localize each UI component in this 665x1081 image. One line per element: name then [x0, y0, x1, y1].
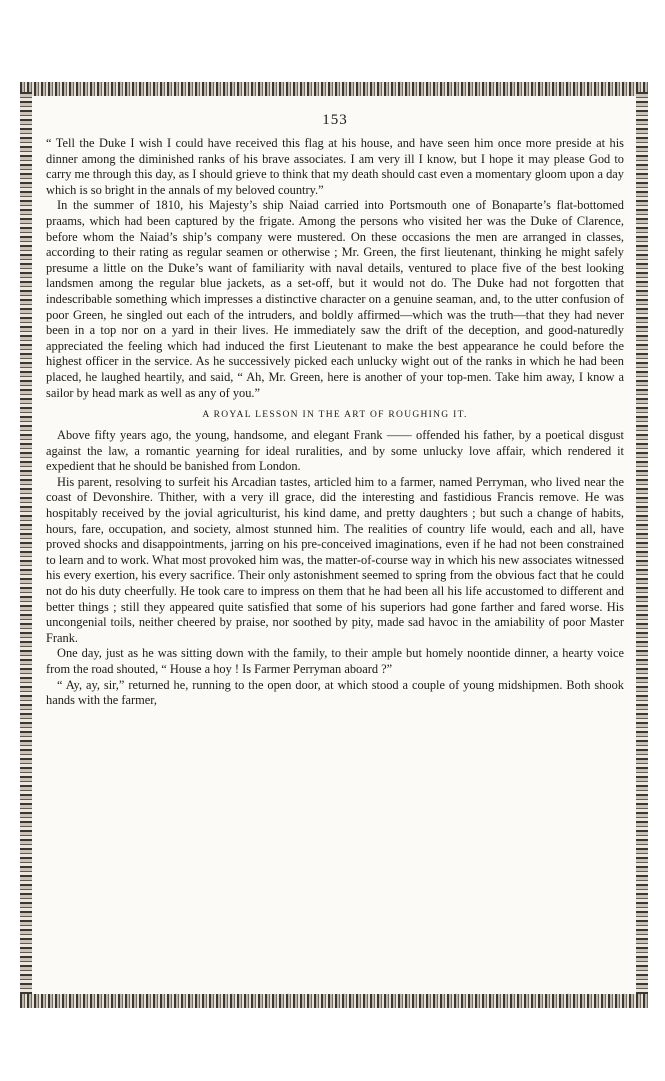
body-text-top	[46, 136, 624, 401]
ornamental-border-top	[20, 82, 648, 96]
ornamental-border-bottom	[20, 994, 648, 1008]
paragraph: “ Tell the Duke I wish I could have received this flag at his house, and have seen him once more preside at his dinner among the diminished ranks of his brave associates. I am very ill I know, but I hope it may please God to carry me through this day, as I should grieve to think that my death should cast even a momentary gloom upon a day which is so bright in the annals of my beloved country.”	[46, 136, 624, 197]
ornamental-border-right	[636, 92, 648, 998]
body-text-bottom	[46, 428, 624, 709]
ornamental-border-left	[20, 92, 32, 998]
paragraph: One day, just as he was sitting down with the family, to their ample but homely noontide dinner, a hearty voice from the road shouted, “ House a hoy ! Is Farmer Perryman aboard ?”	[46, 646, 624, 676]
section-heading: A ROYAL LESSON IN THE ART OF ROUGHING IT.	[202, 410, 468, 421]
page-content	[46, 102, 624, 709]
paragraph: Above fifty years ago, the young, handsome, and elegant Frank —— offended his father, by a poetical disgust against the law, a romantic yearning for ideal ruralities, and by some unlucky love affair, which rendered it expedient that he should be banished from London.	[46, 428, 624, 474]
book-page	[20, 82, 648, 1008]
paragraph: His parent, resolving to surfeit his Arcadian tastes, articled him to a farmer, named Perryman, who lived near the coast of Devonshire. Thither, with a very ill grace, did the interesting and fastidious Francis remove. He was hospitably received by the jovial agriculturist, his kind dame, and pretty daughters ; but such a change of habits, hours, fare, occupation, and society, almost stunned him. The realities of country life would, each and all, have proved shocks and disappointments, jarring on his pre-conceived imaginations, even if he had not been constrained to learn and to work. What most provoked him was, the matter-of-course way in which his new associates witnessed his every exertion, his every sacrifice. Their only astonishment seemed to spring from the obvious fact that he could not do his duty cheerfully. He took care to impress on them that he had been all his life accustomed to different and better things ; still they appeared quite satisfied that some of his superiors had gone farther and fared worse. His uncongenial toils, neither cheered by praise, nor soothed by pity, made sad havoc in the amiability of poor Master Frank.	[46, 474, 624, 645]
paragraph: “ Ay, ay, sir,” returned he, running to the open door, at which stood a couple of young midshipmen. Both shook hands with the farmer,	[46, 677, 624, 708]
paragraph: In the summer of 1810, his Majesty’s ship Naiad carried into Portsmouth one of Bonaparte’s flat-bottomed praams, which had been captured by the frigate. Among the persons who visited her was the Duke of Clarence, before whom the Naiad’s ship’s company were mustered. On these occasions the men are arranged in classes, according to their rating as regular seamen or otherwise ; Mr. Green, the first lieutenant, thinking he might safely presume a little on the Duke’s want of familiarity with naval details, ventured to place five of the best looking landsmen among the regular blue jackets, as a set-off, but it would not do. The Duke had not forgotten that indescribable something which impresses a distinctive character on a genuine seaman, and, to the utter confusion of poor Green, he singled out each of the intruders, and boldly affirmed—which was the truth—that they had never been in a top nor on a yard in their lives. He immediately saw the drift of the deception, and good-naturedly appreciated the feeling which had induced the first Lieutenant to make the best appearance he could before the highest officer in the service. As he successively picked each unlucky wight out of the ranks in which he had been placed, he laughed heartily, and said, “ Ah, Mr. Green, here is another of your top-men. Take him away, I know a sailor by head mark as well as any of you.”	[46, 198, 624, 400]
page-number: 153	[322, 112, 348, 128]
